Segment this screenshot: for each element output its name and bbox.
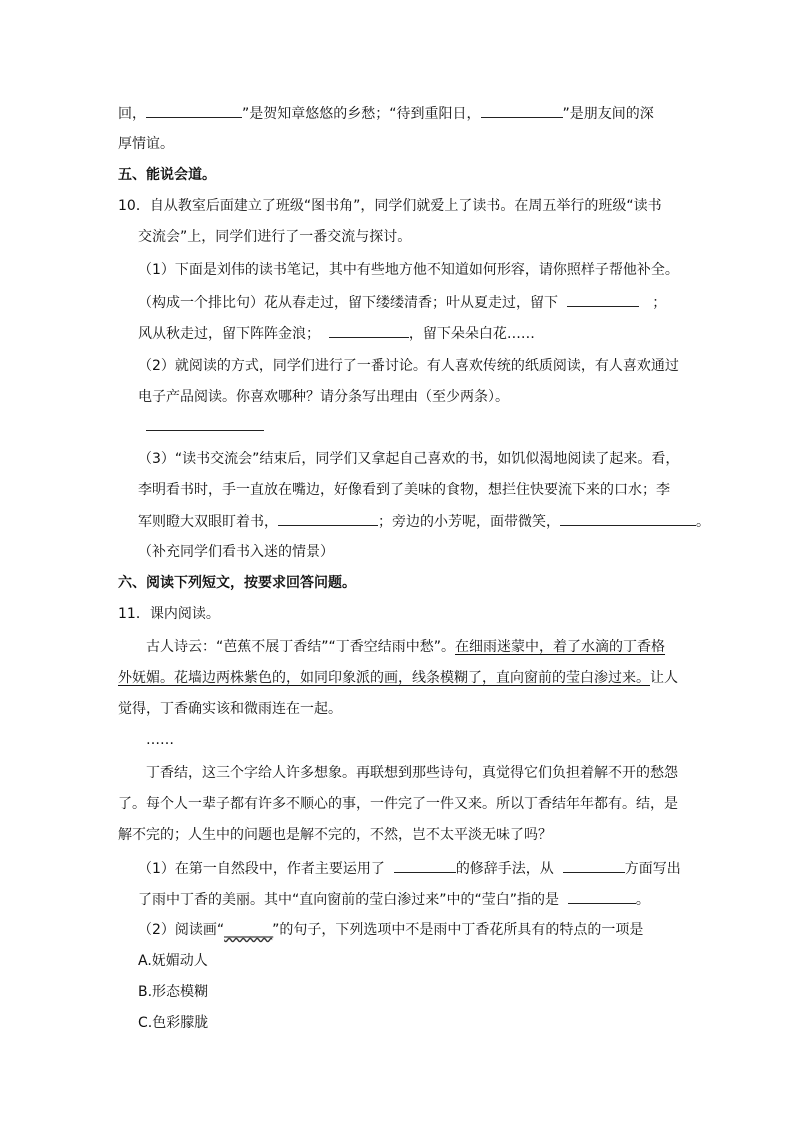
- passage-para2-line-3: 解不完的；人生中的问题也是解不完的，不然，岂不太平淡无味了吗？: [118, 827, 552, 843]
- answer-blank[interactable]: [560, 511, 696, 526]
- section-six-title: 六、阅读下列短文，按要求回答问题。: [118, 575, 356, 591]
- passage-para1-line-3: 觉得，丁香确实该和微雨连在一起。: [118, 701, 342, 717]
- option-c[interactable]: C.色彩朦胧: [138, 1015, 209, 1031]
- q10-part2-line-1: （2）就阅读的方式，同学们进行了一番讨论。有人喜欢传统的纸质阅读，有人喜欢通过: [138, 358, 679, 374]
- q10-part1-line-3: 风从秋走过，留下阵阵金浪； ，留下朵朵白花……: [138, 323, 535, 344]
- answer-blank[interactable]: [481, 103, 563, 118]
- underlined-sentence: 外妩媚。花墙边两株紫色的，如同印象派的画，线条模糊了，直向窗前的莹白渗过来。: [118, 670, 650, 686]
- underlined-sentence: 在细雨迷蒙中，着了水滴的丁香格: [455, 639, 666, 655]
- q10-part3-line-3: 军则瞪大双眼盯着书， ；旁边的小芳呢，面带微笑， 。: [138, 511, 710, 532]
- option-a[interactable]: A.妩媚动人: [138, 953, 208, 969]
- q10-part1-line-2: （构成一个排比句）花从春走过，留下缕缕清香；叶从夏走过，留下 ；: [138, 292, 666, 313]
- q11-part1-line-2: 了雨中丁香的美丽。其中“直向窗前的莹白渗过来”中的“莹白”指的是 。: [138, 889, 650, 910]
- answer-blank[interactable]: [146, 103, 242, 118]
- wavy-line-marker: ________: [224, 922, 273, 938]
- question-10-line-1: 10．自从教室后面建立了班级“图书角”，同学们就爱上了读书。在周五举行的班级“读书: [118, 198, 662, 214]
- passage-para2-line-2: 了。每个人一辈子都有许多不顺心的事，一件完了一件又来。所以丁香结年年都有。结，是: [118, 796, 678, 812]
- passage-para1-line-2: 外妩媚。花墙边两株紫色的，如同印象派的画，线条模糊了，直向窗前的莹白渗过来。让人: [118, 670, 678, 686]
- answer-blank[interactable]: [563, 858, 625, 873]
- q11-part1-line-1: （1）在第一自然段中，作者主要运用了 的修辞手法，从 方面写出: [138, 858, 681, 879]
- passage-ellipsis: ……: [146, 732, 174, 748]
- option-b[interactable]: B.形态模糊: [138, 984, 209, 1000]
- answer-blank[interactable]: [568, 889, 636, 904]
- q10-part3-line-2: 李明看书时，手一直放在嘴边，好像看到了美味的食物，想拦住快要流下来的口水；李: [138, 482, 670, 498]
- answer-line[interactable]: [146, 430, 264, 431]
- question-10-line-2: 交流会”上，同学们进行了一番交流与探讨。: [138, 229, 412, 245]
- poem-line-1: 回， ”是贺知章悠悠的乡愁；“待到重阳日， ”是朋友间的深: [118, 103, 654, 124]
- answer-blank[interactable]: [567, 292, 639, 307]
- passage-para2-line-1: 丁香结，这三个字给人许多想象。再联想到那些诗句，真觉得它们负担着解不开的愁怨: [146, 765, 678, 781]
- section-five-title: 五、能说会道。: [118, 167, 216, 183]
- passage-para1-line-1: 古人诗云：“芭蕉不展丁香结”“丁香空结雨中愁”。在细雨迷蒙中，着了水滴的丁香格: [146, 639, 666, 655]
- q10-part3-line-1: （3）“读书交流会”结束后，同学们又拿起自己喜欢的书，如饥似渴地阅读了起来。看，: [138, 451, 680, 467]
- q10-part2-line-2: 电子产品阅读。你喜欢哪种？请分条写出理由（至少两条）。: [138, 389, 509, 405]
- answer-blank[interactable]: [278, 511, 378, 526]
- question-11-title: 11．课内阅读。: [118, 606, 220, 622]
- poem-line-2: 厚情谊。: [118, 136, 174, 152]
- answer-blank[interactable]: [394, 858, 456, 873]
- answer-blank[interactable]: [329, 323, 409, 338]
- q10-part1-line-1: （1）下面是刘伟的读书笔记，其中有些地方他不知道如何形容，请你照样子帮他补全。: [138, 262, 679, 278]
- q10-part3-line-4: （补充同学们看书入迷的情景）: [138, 544, 334, 560]
- q11-part2-line-1: （2）阅读画“________”的句子，下列选项中不是雨中丁香花所具有的特点的一项是: [138, 922, 644, 938]
